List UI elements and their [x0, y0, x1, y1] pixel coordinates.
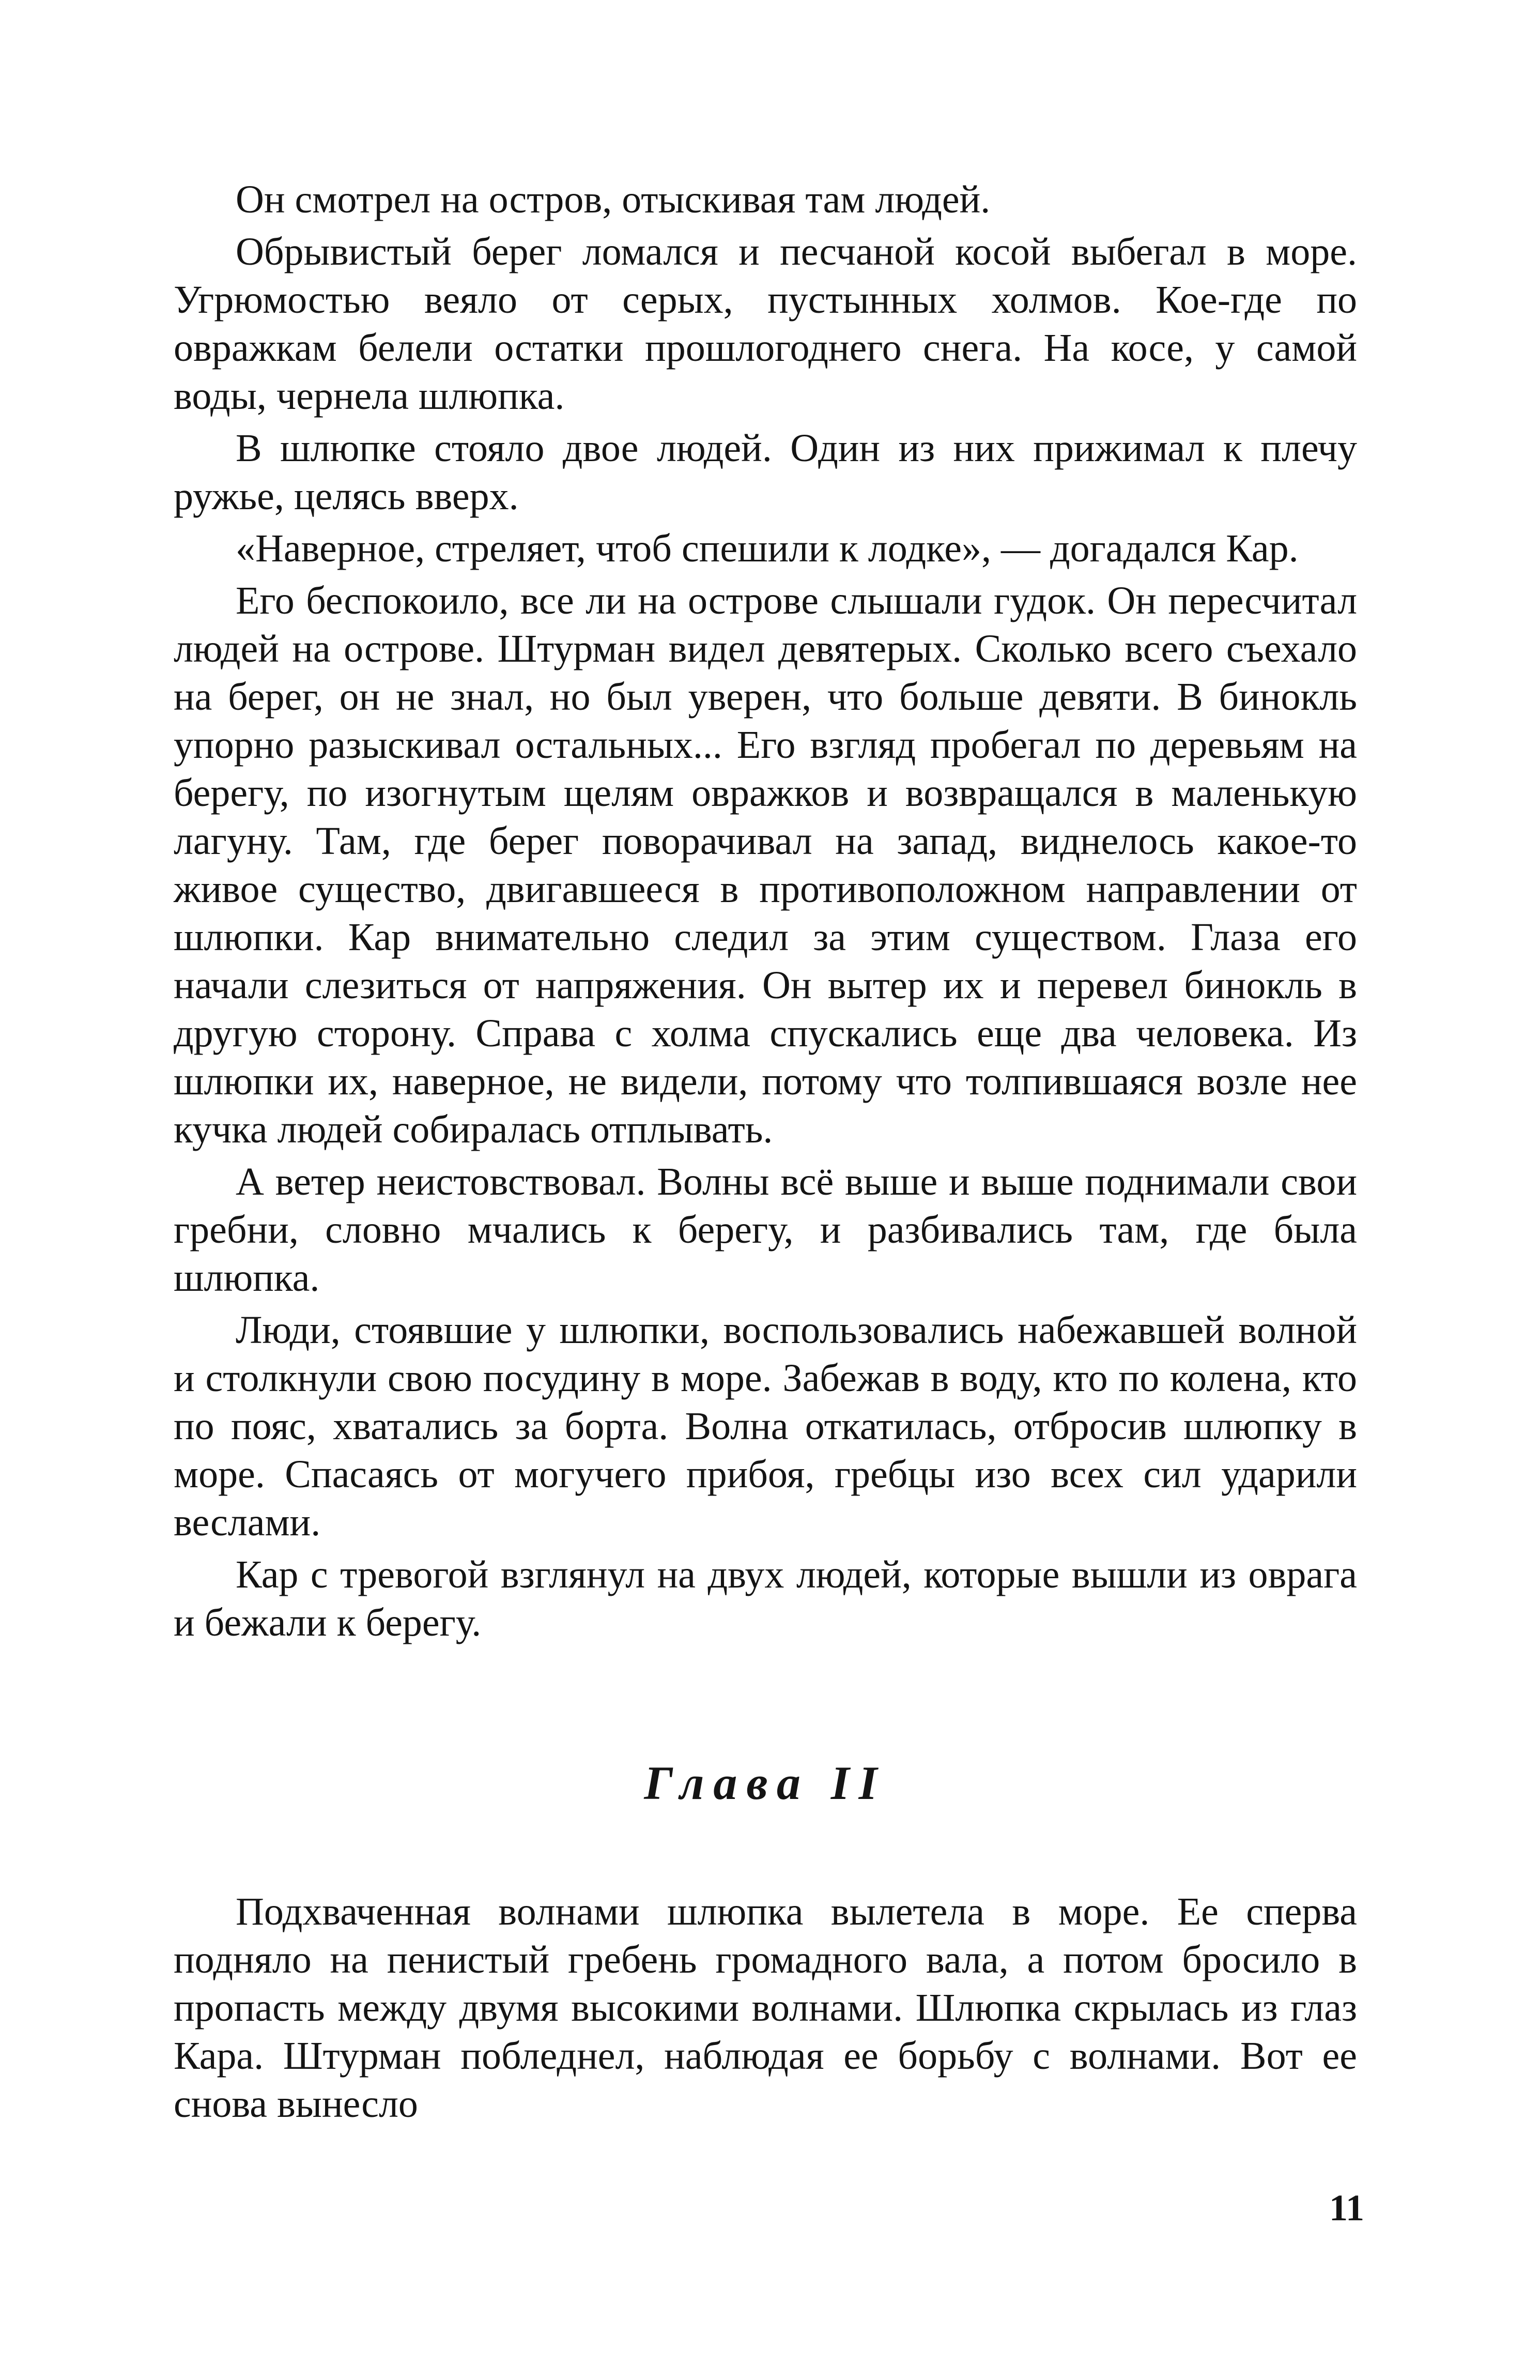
- paragraph: Люди, стоявшие у шлюпки, воспользовались набежавшей волной и столкнули свою посудину в море. Забежав в воду, кто по колена, кто по пояс, хватались за борта. Волна откатилась, отбросив шлюпку в море. Спасаясь от могучего прибоя, гребцы изо всех сил ударили веслами.: [174, 1308, 1357, 1544]
- paragraph: Обрывистый берег ломался и песчаной косой выбегал в море. Угрюмостью веяло от серых, пустынных холмов. Кое-где по овражкам белели остатки прошлогоднего снега. На косе, у самой воды, чернела шлюпка.: [174, 230, 1357, 418]
- chapter-heading-container: [174, 1756, 1357, 1810]
- paragraph: Его беспокоило, все ли на острове слышали гудок. Он пересчитал людей на острове. Штурман видел девятерых. Сколько всего съехало на берег, он не знал, но был уверен, что больше девяти. В бинокль упорно разыскивал остальных... Его взгляд пробегал по деревьям на берегу, по изогнутым щелям овражков и возвращался в маленькую лагуну. Там, где берег поворачивал на запад, виднелось какое-то живое существо, двигавшееся в противоположном направлении от шлюпки. Кар внимательно следил за этим существом. Глаза его начали слезиться от напряжения. Он вытер их и перевел бинокль в другую сторону. Справа с холма спускались еще два человека. Из шлюпки их, наверное, не видели, потому что толпившаяся возле нее кучка людей собиралась отплывать.: [174, 579, 1357, 1151]
- paragraph: А ветер неистовствовал. Волны всё выше и выше поднимали свои гребни, словно мчались к берегу, и разбивались там, где была шлюпка.: [174, 1160, 1357, 1300]
- paragraph: Кар с тревогой взглянул на двух людей, которые вышли из оврага и бежали к берегу.: [174, 1553, 1357, 1644]
- chapter-heading: Глава II: [644, 1757, 887, 1809]
- page-number: 11: [1329, 2187, 1364, 2229]
- text-block: [174, 176, 1357, 2132]
- paragraph: Он смотрел на остров, отыскивая там людей.: [236, 178, 991, 221]
- paragraph: «Наверное, стреляет, чтоб спешили к лодке», — догадался Кар.: [236, 527, 1299, 570]
- paragraph: В шлюпке стояло двое людей. Один из них прижимал к плечу ружье, целясь вверх.: [174, 426, 1357, 518]
- paragraph: Подхваченная волнами шлюпка вылетела в море. Ее сперва подняло на пенистый гребень громадного вала, а потом бросило в пропасть между двумя высокими волнами. Шлюпка скрылась из глаз Кара. Штурман побледнел, наблюдая ее борьбу с волнами. Вот ее снова вынесло: [174, 1890, 1357, 2126]
